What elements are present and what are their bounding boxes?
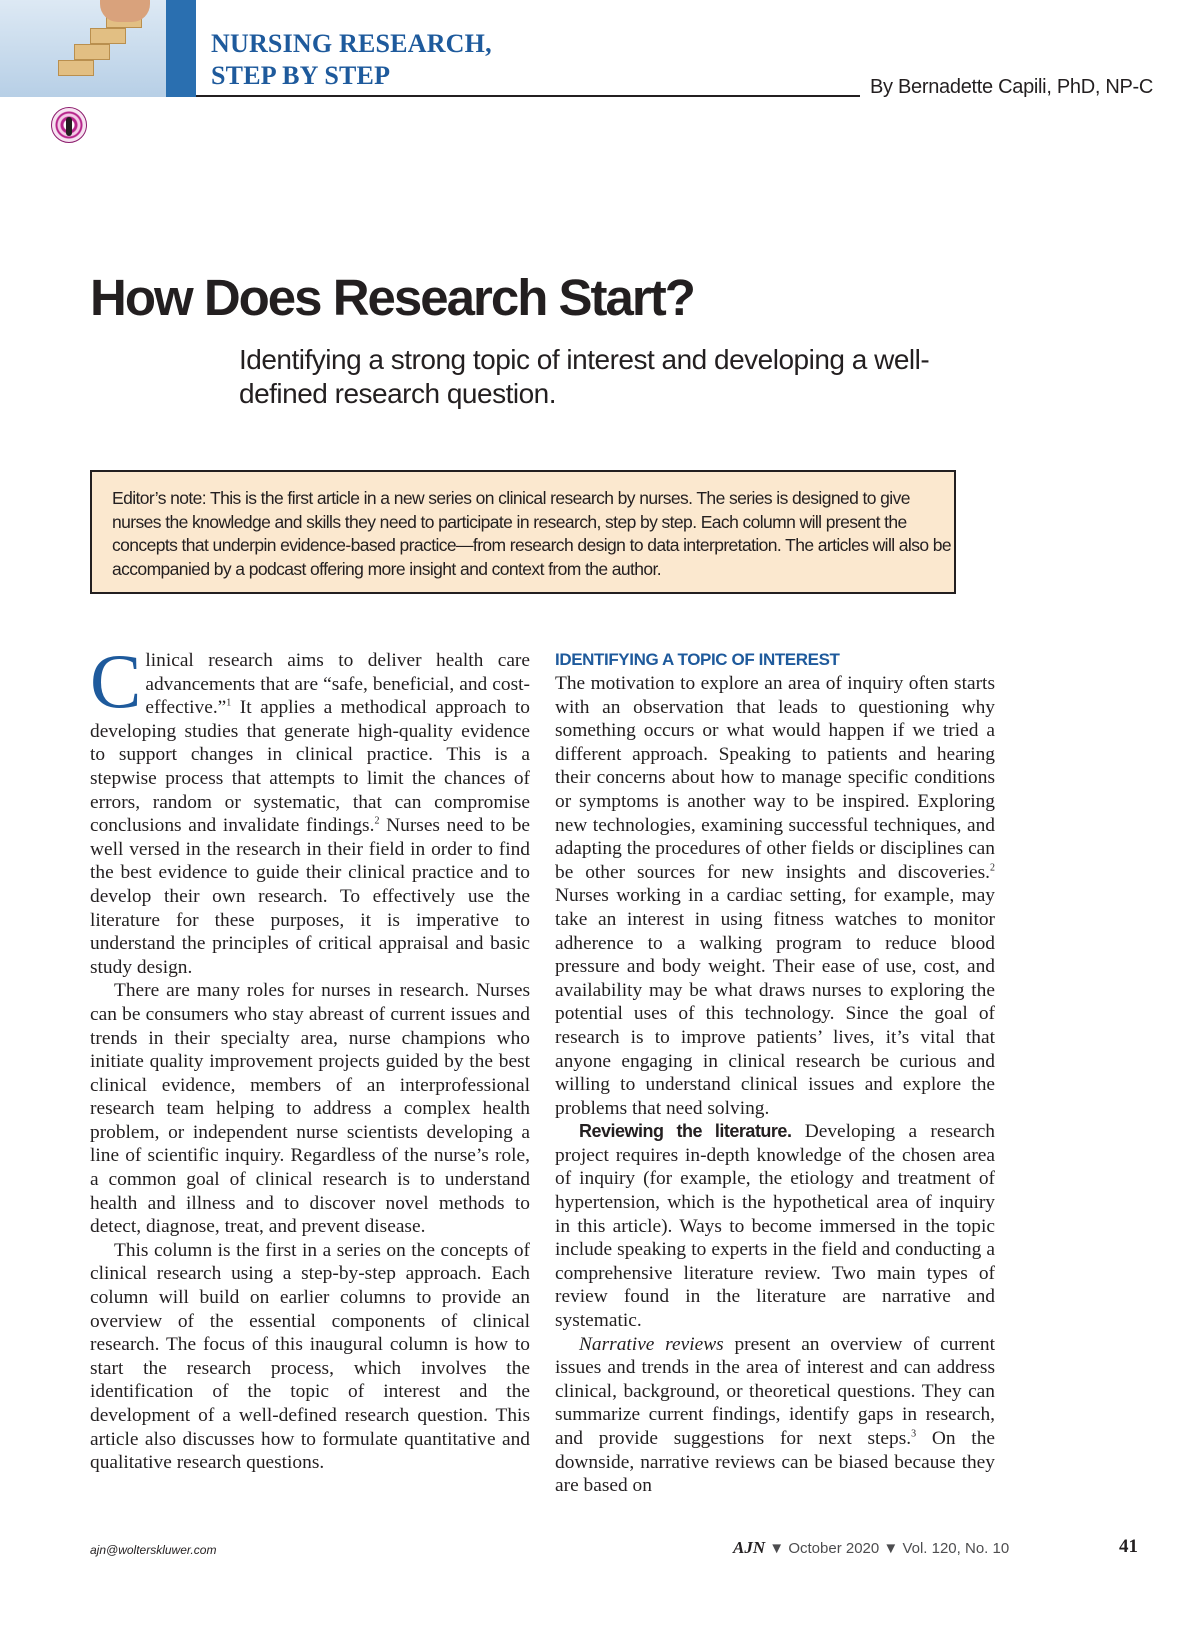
run-in-heading: Reviewing the literature. bbox=[579, 1121, 792, 1142]
hand-graphic bbox=[100, 0, 150, 22]
right-paragraph-1: The motivation to explore an area of inquiry often starts with an observation that leads to questioning why something occurs or what would happen if we tried a different approach. Speaking to patients and hearing their concerns about how to manage specific conditions or symptoms is another way to be inspired. Exploring new technologies, examining successful techniques, and adapting the procedures of other fields or disciplines can be other sources for new insights and discoveries.$^2$ Nurses working in a cardiac setting, for example, may take an interest in using fitness watches to monitor adherence to a walking program to reduce blood pressure and body weight. Their ease of use, cost, and availability may be what draws nurses to exploring the potential uses of this technology. Since the goal of research is to improve patients’ lives, it’s vital that anyone engaging in clinical research be curious and willing to understand clinical issues and explore the problems that need solving. bbox=[555, 673, 995, 1119]
page-number: 41 bbox=[1119, 1536, 1138, 1557]
microphone-icon bbox=[66, 117, 72, 136]
left-column bbox=[90, 638, 530, 1475]
citation-ref: 1 bbox=[226, 697, 232, 709]
issue-volume: Vol. 120, No. 10 bbox=[902, 1540, 1010, 1557]
issue-date: October 2020 bbox=[788, 1540, 880, 1557]
series-title-line2: STEP BY STEP bbox=[211, 61, 391, 90]
triangle-separator-icon: ▼ bbox=[769, 1540, 785, 1557]
left-paragraph-3: This column is the first in a series on the concepts of clinical research using a step-by-step approach. Each column will build on earlier columns to provide an overview of the essential components of clinical research. The focus of this inaugural column is how to start the research process, which involves the identification of the topic of interest and the development of a well-defined research question. This article also discusses how to formulate quantitative and qualitative research questions. bbox=[90, 1239, 530, 1474]
citation-ref: 2 bbox=[990, 862, 995, 874]
right-paragraph-3: Narrative reviews present an overview of current issues and trends in the area of interest and can address clinical, background, or theoretical questions. They can summarize current findings, identify gaps in research, and provide suggestions for next steps.$^3$ On the downside, narrative reviews can be biased because they are based on bbox=[555, 1333, 995, 1497]
editors-note-box bbox=[90, 470, 956, 594]
section-heading: IDENTIFYING A TOPIC OF INTEREST bbox=[555, 650, 840, 669]
right-column bbox=[555, 648, 995, 1498]
series-banner-image bbox=[0, 0, 196, 97]
journal-name: AJN bbox=[733, 1538, 766, 1557]
right-paragraph-2: Reviewing the literature. Developing a research project requires in-depth knowledge of the chosen area of inquiry (for example, the etiology and treatment of hypertension, which is the hypothetical area of inquiry in this article). Ways to become immersed in the topic include speaking to experts in the field and conducting a comprehensive literature review. Two main types of review found in the literature are narrative and systematic. bbox=[555, 1121, 995, 1332]
left-paragraph-1: Clinical research aims to deliver health care advancements that are “safe, beneficial, and cost-effective.”$^1$ It applies a methodical approach to developing studies that generate high-quality evidence to support changes in clinical practice. This is a stepwise process that attempts to limit the chances of errors, random or systematic, that can compromise conclusions and invalidate findings.$^2$ Nurses need to be well versed in the research in their field in order to find the best evidence to guide their clinical practice and to develop their own research. To effectively use the literature for these purposes, it is imperative to understand the principles of critical appraisal and basic study design. bbox=[90, 638, 530, 978]
article-subtitle: Identifying a strong topic of interest and developing a well-defined research question. bbox=[239, 344, 930, 409]
footer-email: ajn@wolterskluwer.com bbox=[90, 1543, 217, 1557]
left-paragraph-2: There are many roles for nurses in research. Nurses can be consumers who stay abreast of current issues and trends in their specialty area, nurse champions who initiate quality improvement projects guided by the best clinical evidence, members of an interprofessional research team helping to address a complex health problem, or independent nurse scientists developing a line of scientific inquiry. Regardless of the nurse’s role, a common goal of clinical research is to understand health and illness and to discover novel methods to detect, diagnose, treat, and prevent disease. bbox=[90, 980, 530, 1238]
drop-cap: C bbox=[90, 638, 142, 724]
article-title: How Does Research Start? bbox=[90, 269, 694, 326]
citation-ref: 2 bbox=[374, 815, 380, 827]
series-title bbox=[211, 28, 492, 92]
citation-ref: 3 bbox=[911, 1428, 917, 1440]
editors-note-text: Editor’s note: This is the first article in a new series on clinical research by nurses. The series is designed to give nurses the knowledge and skills they need to participate in research, step by step. Each column will present the concepts that underpin evidence-based practice—from research design to data interpretation. The articles will also be accompanied by a podcast offering more insight and context from the author. bbox=[112, 488, 952, 579]
header-rule bbox=[196, 95, 860, 97]
italic-term: Narrative reviews bbox=[579, 1333, 724, 1355]
series-title-line1: NURSING RESEARCH, bbox=[211, 29, 492, 58]
footer-journal-info bbox=[733, 1538, 1009, 1558]
podcast-icon[interactable] bbox=[51, 107, 87, 143]
stairs-photo bbox=[0, 0, 166, 97]
triangle-separator-icon: ▼ bbox=[883, 1540, 899, 1557]
byline: By Bernadette Capili, PhD, NP-C bbox=[870, 76, 1154, 98]
